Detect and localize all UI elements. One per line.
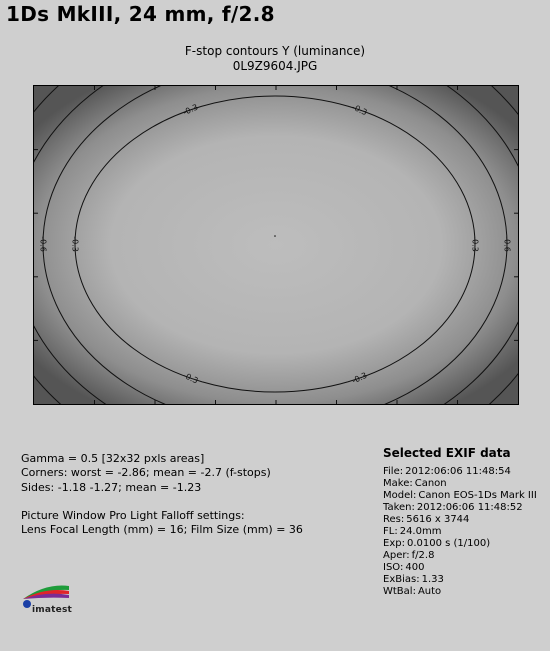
exif-title: Selected EXIF data [383, 446, 511, 460]
exif-key: Taken: [383, 502, 415, 513]
exif-key: Exp: [383, 538, 405, 549]
contour-label: -0.3 [70, 236, 80, 252]
center-mark [274, 235, 276, 237]
exif-value: 400 [405, 562, 425, 573]
exif-value: f/2.8 [411, 550, 435, 561]
exif-value: Auto [417, 586, 442, 597]
exif-key: Make: [383, 478, 413, 489]
contour-label: -0.6 [38, 236, 48, 252]
exif-key: ExBias: [383, 574, 420, 585]
exif-value: 2012:06:06 11:48:54 [405, 466, 511, 477]
exif-row [383, 466, 511, 477]
stats-corners: Corners: worst = -2.86; mean = -2.7 (f-stops) [21, 466, 271, 479]
contour-label: -0.3 [181, 370, 200, 386]
contour-label: -0.3 [181, 102, 200, 118]
exif-key: WtBal: [383, 586, 416, 597]
exif-key: Aper: [383, 550, 410, 561]
contour-label: -0.3 [350, 102, 369, 118]
exif-row [383, 502, 523, 513]
page-title: 1Ds MkIII, 24 mm, f/2.8 [6, 2, 275, 26]
exif-value: 0.0100 s (1/100) [406, 538, 491, 549]
contour-label: -0.6 [502, 236, 512, 252]
exif-row [383, 490, 537, 501]
exif-row [383, 586, 441, 597]
exif-row [383, 550, 434, 561]
exif-row [383, 478, 447, 489]
exif-row [383, 526, 441, 537]
exif-value: 2012:06:06 11:48:52 [416, 502, 523, 513]
exif-row [383, 562, 424, 573]
exif-key: ISO: [383, 562, 404, 573]
exif-value: Canon [414, 478, 447, 489]
exif-value: 5616 x 3744 [406, 514, 470, 525]
exif-key: Model: [383, 490, 417, 501]
contour-plot [33, 85, 519, 405]
plot-filename: 0L9Z9604.JPG [232, 59, 318, 73]
plot-title: F-stop contours Y (luminance) [184, 44, 366, 58]
exif-row [383, 514, 469, 525]
stats-settings: Lens Focal Length (mm) = 16; Film Size (mm) = 36 [21, 523, 303, 536]
exif-key: Res: [383, 514, 405, 525]
contour-label: -0.3 [470, 236, 480, 252]
exif-key: FL: [383, 526, 398, 537]
contour-plot-svg [34, 86, 518, 404]
stats-gamma: Gamma = 0.5 [32x32 pxls areas] [21, 452, 205, 465]
exif-key: File: [383, 466, 404, 477]
stats-settings-heading: Picture Window Pro Light Falloff settings: [21, 509, 245, 522]
exif-value: 1.33 [421, 574, 444, 585]
stats-sides: Sides: -1.18 -1.27; mean = -1.23 [21, 481, 202, 494]
vignette-background [34, 86, 518, 404]
exif-value: Canon EOS-1Ds Mark III [418, 490, 537, 501]
imatest-logo-text: imatest [32, 605, 73, 615]
exif-value: 24.0mm [399, 526, 442, 537]
contour-label: -0.3 [350, 370, 369, 386]
exif-row [383, 574, 444, 585]
exif-row [383, 538, 490, 549]
